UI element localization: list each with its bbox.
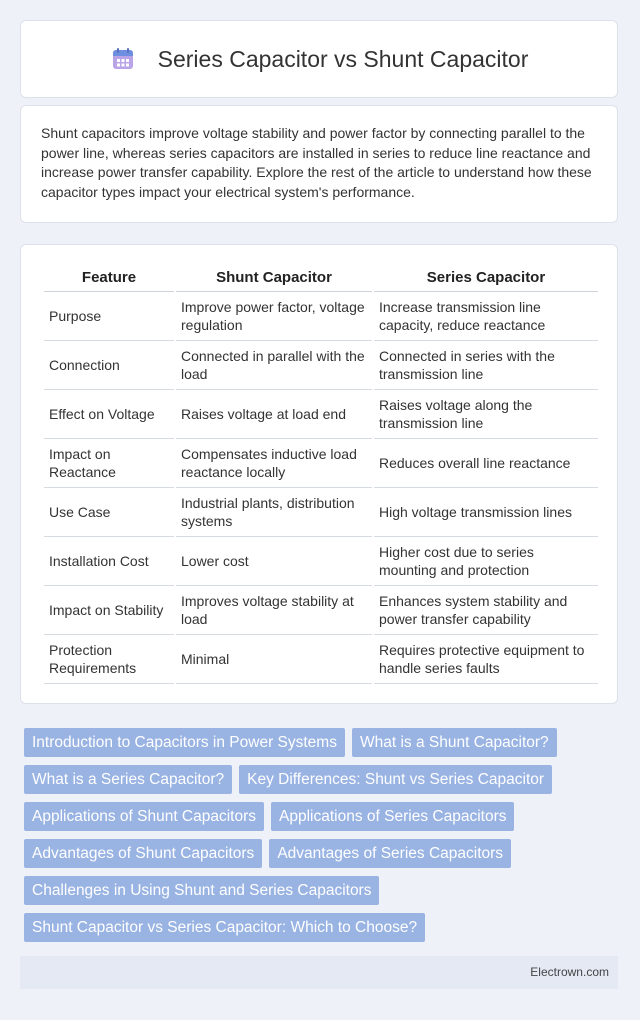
table-row [44,341,598,390]
table-row [44,292,598,341]
table-cell-series: Higher cost due to series mounting and protection [374,537,598,586]
table-row [44,537,598,586]
table-cell-feature: Protection Requirements [44,635,174,684]
link-challenges[interactable]: Challenges in Using Shunt and Series Capacitors [24,876,379,905]
link-applications-series[interactable]: Applications of Series Capacitors [271,802,514,831]
footer [20,956,618,989]
table-cell-shunt: Raises voltage at load end [176,390,372,439]
table-cell-series: Enhances system stability and power transfer capability [374,586,598,635]
link-what-is-series-capacitor[interactable]: What is a Series Capacitor? [24,765,232,794]
footer-site-name: Electrown.com [530,965,609,979]
link-key-differences[interactable]: Key Differences: Shunt vs Series Capacitor [239,765,552,794]
table-cell-shunt: Improve power factor, voltage regulation [176,292,372,341]
table-cell-feature: Effect on Voltage [44,390,174,439]
calendar-icon [110,46,136,72]
table-header-row [44,263,598,292]
table-cell-series: Increase transmission line capacity, reduce reactance [374,292,598,341]
table-cell-feature: Use Case [44,488,174,537]
header-series-capacitor: Series Capacitor [374,263,598,292]
link-which-to-choose[interactable]: Shunt Capacitor vs Series Capacitor: Which to Choose? [24,913,425,942]
table-cell-feature: Impact on Reactance [44,439,174,488]
table-cell-feature: Impact on Stability [44,586,174,635]
header-feature: Feature [44,263,174,292]
table-row [44,635,598,684]
link-introduction-to-capacitors[interactable]: Introduction to Capacitors in Power Systems [24,728,345,757]
link-applications-shunt[interactable]: Applications of Shunt Capacitors [24,802,264,831]
header-shunt-capacitor: Shunt Capacitor [176,263,372,292]
table-cell-shunt: Connected in parallel with the load [176,341,372,390]
link-advantages-shunt[interactable]: Advantages of Shunt Capacitors [24,839,262,868]
table-cell-series: Raises voltage along the transmission line [374,390,598,439]
table-row [44,439,598,488]
comparison-table-card [20,244,618,704]
table-cell-shunt: Industrial plants, distribution systems [176,488,372,537]
table-cell-series: Requires protective equipment to handle series faults [374,635,598,684]
table-row [44,488,598,537]
table-cell-shunt: Minimal [176,635,372,684]
comparison-table [42,263,600,684]
link-advantages-series[interactable]: Advantages of Series Capacitors [269,839,511,868]
table-row [44,586,598,635]
table-cell-feature: Installation Cost [44,537,174,586]
table-cell-shunt: Improves voltage stability at load [176,586,372,635]
table-cell-shunt: Compensates inductive load reactance locally [176,439,372,488]
topic-links [24,728,624,950]
table-cell-series: High voltage transmission lines [374,488,598,537]
link-what-is-shunt-capacitor[interactable]: What is a Shunt Capacitor? [352,728,557,757]
intro-card [20,105,618,223]
table-cell-series: Connected in series with the transmission line [374,341,598,390]
page-title: Series Capacitor vs Shunt Capacitor [157,45,529,72]
table-cell-series: Reduces overall line reactance [374,439,598,488]
table-cell-feature: Purpose [44,292,174,341]
table-cell-shunt: Lower cost [176,537,372,586]
table-row [44,390,598,439]
intro-text: Shunt capacitors improve voltage stability and power factor by connecting parallel to the power line, whereas series capacitors are installed in series to reduce line reactance and increase power transfer capability. Explore the rest of the article to understand how these capacitor types impact your electrical system's performance. [41,125,592,200]
header-card [20,20,618,98]
table-cell-feature: Connection [44,341,174,390]
